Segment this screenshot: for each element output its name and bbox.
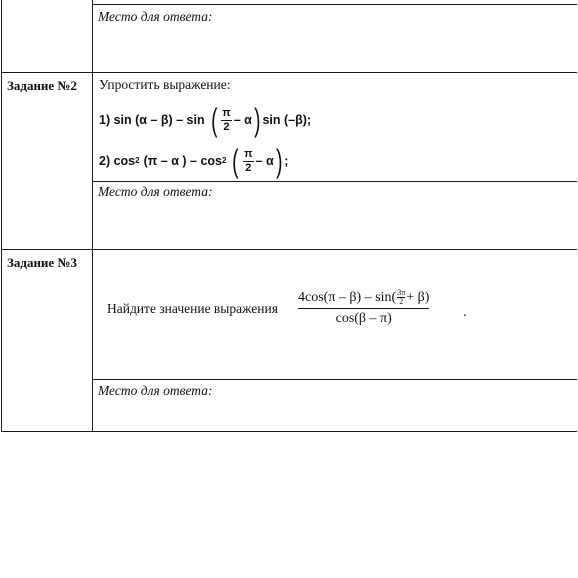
three-pi-over-2-fraction: $\frac{3\pi}{2}$ — [397, 288, 406, 307]
pi-over-2-fraction: $\frac{\pi}{2}$ — [222, 106, 231, 133]
row-divider-task3 — [1, 249, 577, 250]
answer-label-2: Место для ответа: — [98, 184, 213, 199]
task-3-prompt: Найдите значение выражения — [107, 301, 278, 316]
table-column-divider — [92, 0, 93, 432]
left-paren: ( — [232, 143, 239, 179]
task-3-end-punctuation: . — [463, 305, 467, 320]
expr1-prefix: 1) sin (α – β) – sin — [99, 113, 205, 127]
right-paren: ) — [253, 102, 261, 138]
table-left-border — [1, 0, 2, 432]
expr1-after-fraction: – α — [233, 113, 252, 127]
left-paren: ( — [210, 102, 218, 138]
expr2-after-fraction: – α — [255, 154, 274, 168]
task-2-prompt: Упростить выражение: — [99, 77, 231, 92]
task-table — [1, 0, 577, 432]
right-paren: ) — [275, 143, 283, 179]
task-2-label: Задание №2 — [7, 78, 78, 93]
row-divider-answer-1 — [92, 4, 577, 5]
expr2-suffix: ; — [284, 154, 289, 168]
pi-over-2-fraction: $\frac{\pi}{2}$ — [244, 147, 253, 174]
task-2-expression-2: 2) cos $^2$ (π – α ) – cos $^2$ ( $\frac{\pi}{2}$ – α ) ; — [99, 143, 289, 179]
expr1-suffix: sin (–β); — [262, 113, 312, 127]
answer-label-3: Место для ответа: — [98, 383, 213, 398]
task-3-denominator: cos(β – π) — [335, 311, 392, 326]
task-3-numerator: 4cos(π – β) – sin( $\frac{3\pi}{2}$ + β) — [298, 288, 430, 307]
row-divider-task2 — [1, 72, 577, 73]
task-3-label: Задание №3 — [7, 255, 78, 270]
row-divider-answer-3 — [92, 379, 577, 380]
table-bottom-border — [1, 431, 577, 432]
expr2-middle: (π – α ) – cos — [143, 154, 222, 168]
row-divider-answer-2 — [92, 181, 577, 182]
expr2-prefix: 2) cos — [99, 154, 136, 168]
task-3-expression — [298, 289, 429, 328]
answer-label-1: Место для ответа: — [98, 9, 213, 24]
task-2-expression-1 — [99, 104, 311, 136]
